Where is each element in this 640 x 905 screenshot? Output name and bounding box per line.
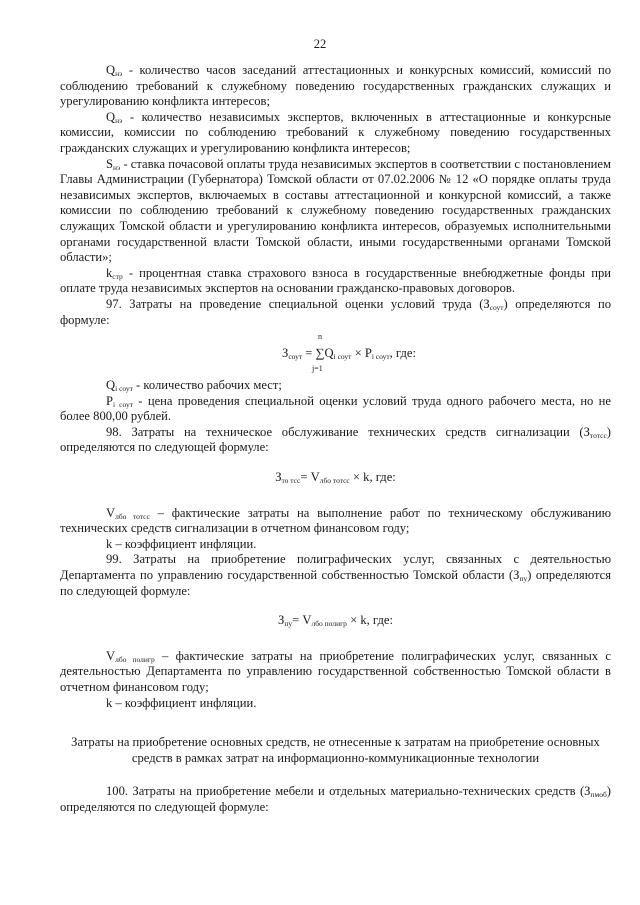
item-99-text-end: ) определяются по следующей формуле: xyxy=(60,568,611,598)
item-98 xyxy=(60,425,611,456)
formula-97 xyxy=(60,328,611,378)
definitions-99 xyxy=(60,649,611,711)
sum-lower-limit: j=1 xyxy=(312,364,323,374)
formula-99: $З_{пу}= V_{лбо полигр} \times k$, где: xyxy=(278,613,393,629)
definition-text: k – коэффициент инфляции. xyxy=(106,695,257,710)
definition-text: - цена проведения специальной оценки условий труда одного рабочего места, но не более 800,00 рублей. xyxy=(60,393,612,424)
sum-symbol: ∑ xyxy=(315,346,325,361)
formula-98: $З_{то тсс}= V_{лбо тотсс} \times k$, где: xyxy=(275,470,396,486)
definition-text: - количество рабочих мест; xyxy=(132,378,282,393)
item-97-sub: соут xyxy=(489,302,504,312)
variable-symbol: Q xyxy=(106,63,116,77)
item-100-sub: пмоб xyxy=(590,790,607,800)
variable-symbol: Q xyxy=(106,109,116,124)
variable-symbol: V xyxy=(106,648,116,663)
variable-subscript: лбо тотсс xyxy=(115,511,150,521)
definition-item xyxy=(60,110,611,157)
definitions-97 xyxy=(60,378,611,425)
definition-text: - процентная ставка страхового взноса в государственные внебюджетные фонды при оплате труда независимых экспертов на основании гражданско-правовых договоров. xyxy=(60,265,611,296)
variable-subscript: лбо полигр xyxy=(115,654,155,664)
section-heading: Затраты на приобретение основных средств, не отнесенные к затратам на приобретение основных средств в рамках затрат на информационно-коммуникационные технологии xyxy=(71,735,600,765)
definition-98-item xyxy=(60,506,611,537)
definition-text: - ставка почасовой оплаты труда независимых экспертов в соответствии с постановлением Главы Администрации (Губернатора) Томской области от 07.02.2006 № 12 «О порядке оплаты труда независимых экспертов, включаемых в составы аттестационной и конкурсной комиссий, а также комиссии по соблюдению требований к служебному поведению государственных гражданских служащих Томской области и урегулированию конфликта интересов, образуемых исполнительными органами государственной власти Томской области, иными государственными органами Томской области»; xyxy=(60,156,611,265)
item-97-text-end: ) определяются по формуле: xyxy=(60,296,611,327)
sum-upper-limit: n xyxy=(318,332,322,342)
item-99-sub: пу xyxy=(519,574,528,584)
item-100 xyxy=(60,784,611,815)
definition-97-item xyxy=(60,394,611,425)
page-number: 22 xyxy=(313,37,327,51)
item-98-text: 98. Затраты на техническое обслуживание технических средств сигнализации (З xyxy=(106,424,590,439)
item-98-text-end: ) определяются по следующей формуле: xyxy=(60,424,611,455)
variable-subscript: i соут xyxy=(113,399,133,409)
definitions-list xyxy=(60,63,611,297)
item-97 xyxy=(60,297,611,328)
definition-98-item xyxy=(60,537,611,553)
definition-text: k – коэффициент инфляции. xyxy=(106,536,257,551)
variable-symbol: S xyxy=(106,156,114,171)
definition-item xyxy=(60,266,611,297)
definition-97-item xyxy=(60,378,611,394)
definition-text: - количество независимых экспертов, включенных в аттестационные и конкурсные комиссии, комиссии по соблюдению требований к служебному поведению государственных гражданских служащих и урегулированию конфликта интересов; xyxy=(60,109,611,155)
item-100-text-end: ) определяются по следующей формуле: xyxy=(60,784,611,814)
variable-symbol: Q xyxy=(106,378,116,393)
definitions-98 xyxy=(60,506,611,553)
definition-99-item xyxy=(60,696,611,712)
variable-subscript: нэ xyxy=(115,115,123,125)
variable-subscript: нэ xyxy=(113,162,121,172)
definition-item xyxy=(60,63,611,110)
document-body xyxy=(60,63,611,816)
definition-text: – фактические затраты на выполнение работ по техническому обслуживанию технических средств сигнализации в отчетном финансовом году; xyxy=(60,505,611,536)
variable-symbol: k xyxy=(106,265,113,280)
definition-item xyxy=(60,157,611,266)
definition-text: - количество часов заседаний аттестационных и конкурсных комиссий, комиссий по соблюдению требований к служебному поведению государственных гражданских служащих и урегулированию конфликта интересов; xyxy=(60,63,611,109)
item-100-text: 100. Затраты на приобретение мебели и отдельных материально-технических средств (З xyxy=(106,784,591,799)
variable-subscript: стр xyxy=(112,271,123,281)
item-97-text: 97. Затраты на проведение специальной оценки условий труда (З xyxy=(106,296,490,311)
item-98-sub: тотсс xyxy=(589,430,607,440)
variable-subscript: i соут xyxy=(115,384,133,394)
variable-symbol: P xyxy=(106,393,114,408)
formula-97-expression: $З_{соут} = \sum Q_{i соут} \times P_{i соут}$, где: xyxy=(282,346,416,362)
definition-99-item xyxy=(60,649,611,696)
item-99 xyxy=(60,552,611,599)
definition-text: – фактические затраты на приобретение полиграфических услуг, связанных с деятельностью Департамента по управлению государственной собственностью Томской области в отчетном финансовом году; xyxy=(60,648,611,694)
variable-symbol: V xyxy=(106,505,116,520)
item-99-text: 99. Затраты на приобретение полиграфических услуг, связанных с деятельностью Департамента по управлению государственной собственностью Томской области (З xyxy=(60,552,611,583)
variable-subscript: нэ xyxy=(115,69,123,78)
